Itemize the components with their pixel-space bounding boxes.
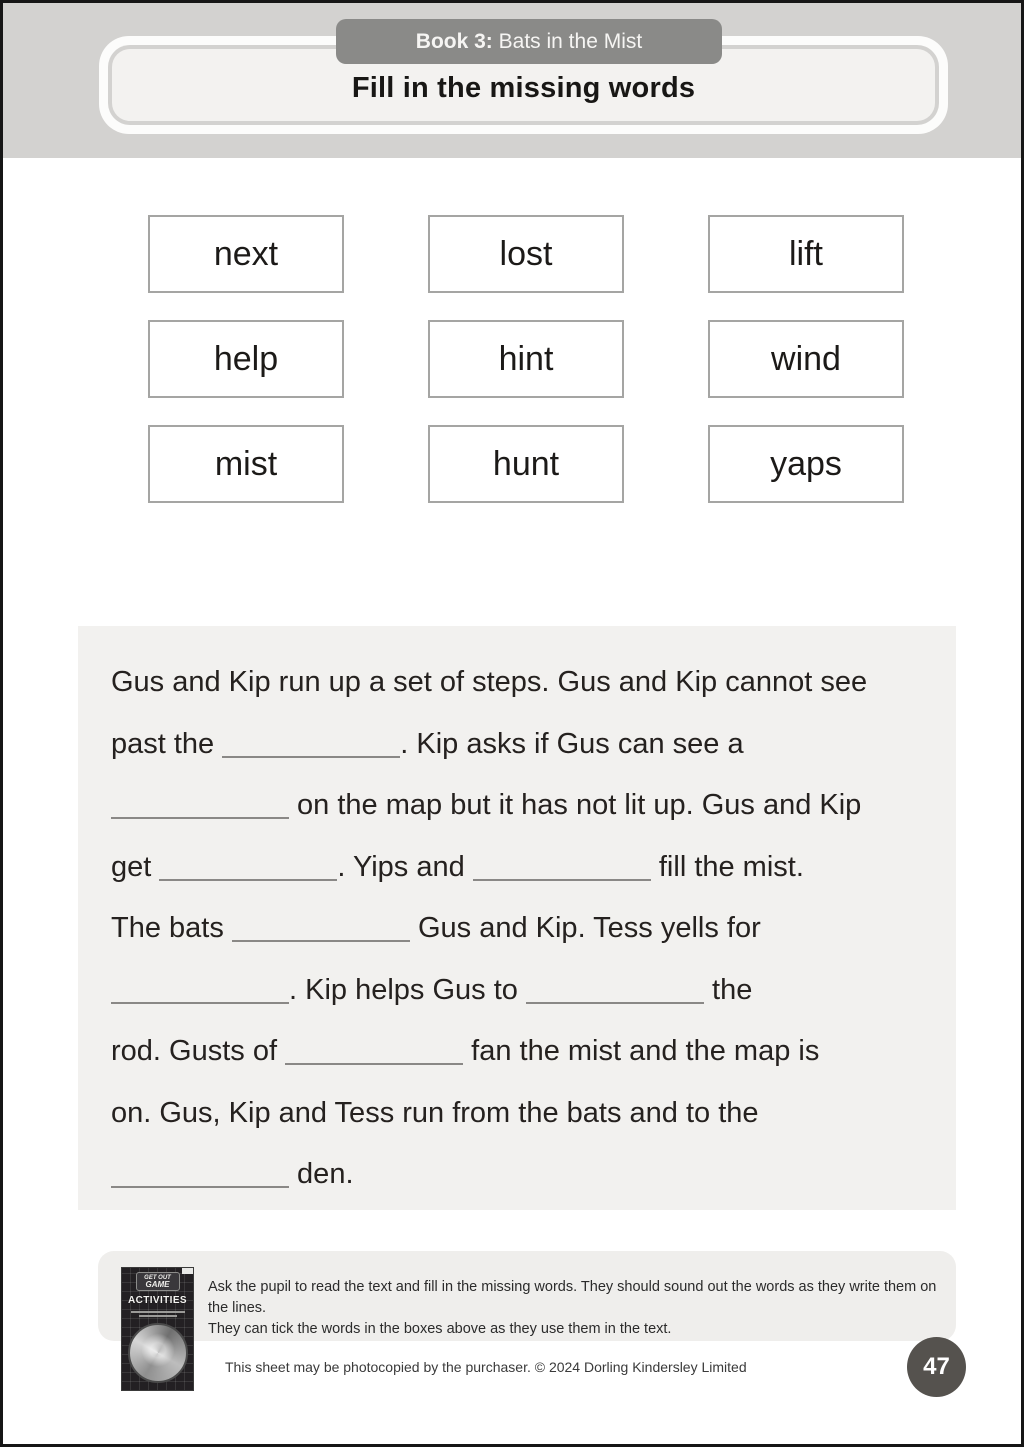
fill-blank[interactable] xyxy=(159,879,337,881)
series-logo-bottom-label: GAME xyxy=(145,1280,170,1289)
fill-blank[interactable] xyxy=(111,1186,289,1188)
fill-blank[interactable] xyxy=(111,817,289,819)
word-box-lift[interactable]: lift xyxy=(708,215,904,293)
word-box-next[interactable]: next xyxy=(148,215,344,293)
cover-subtitle-lines xyxy=(131,1309,185,1319)
book-tab-bold-label: Book 3: xyxy=(415,29,493,53)
cover-title-label: ACTIVITIES xyxy=(127,1295,187,1306)
passage-line xyxy=(111,714,923,776)
page-title: Fill in the missing words xyxy=(351,71,696,104)
passage-text: The bats xyxy=(111,912,232,944)
book-tab xyxy=(336,19,722,64)
fill-blank[interactable] xyxy=(285,1063,463,1065)
passage-text: . Yips and xyxy=(337,850,473,883)
passage-text: rod. Gusts of xyxy=(111,1035,286,1067)
activities-book-cover xyxy=(121,1267,194,1391)
word-box-mist[interactable]: mist xyxy=(148,425,344,503)
passage-text: Gus and Kip. Tess yells for xyxy=(409,912,761,944)
passage-line xyxy=(111,652,923,714)
copyright-text: This sheet may be photocopied by the purchaser. © 2024 Dorling Kindersley Limited xyxy=(225,1359,747,1375)
passage-text: . Kip helps Gus to xyxy=(289,973,526,1006)
word-box-hint[interactable]: hint xyxy=(428,320,624,398)
passage-text: past the xyxy=(111,727,223,760)
fill-blank[interactable] xyxy=(473,879,651,881)
passage-text: . Kip asks if Gus can see a xyxy=(400,727,744,760)
passage-text: fan the mist and the map is xyxy=(463,1035,820,1067)
teacher-instructions xyxy=(208,1277,948,1340)
header-band xyxy=(3,3,1021,158)
teacher-instructions-line1: Ask the pupil to read the text and fill in the missing words. They should sound out the words as they write them on the lines. xyxy=(208,1279,937,1316)
page-number-badge: 47 xyxy=(907,1337,966,1397)
fill-blank[interactable] xyxy=(232,940,410,942)
passage-text: the xyxy=(703,973,753,1006)
word-box-help[interactable]: help xyxy=(148,320,344,398)
passage-panel xyxy=(78,626,956,1210)
word-box-lost[interactable]: lost xyxy=(428,215,624,293)
passage-line xyxy=(111,1144,923,1206)
passage-line xyxy=(111,1083,923,1145)
teacher-instructions-line2: They can tick the words in the boxes above as they use them in the text. xyxy=(208,1321,672,1337)
word-bank xyxy=(148,215,908,503)
passage-line xyxy=(111,1021,923,1083)
word-box-yaps[interactable]: yaps xyxy=(708,425,904,503)
word-box-hunt[interactable]: hunt xyxy=(428,425,624,503)
passage-line xyxy=(111,775,923,837)
fill-blank[interactable] xyxy=(526,1002,704,1004)
series-logo-top-label: GET OUT xyxy=(144,1275,171,1281)
cover-portal-illustration xyxy=(128,1323,188,1383)
passage-line xyxy=(111,898,923,960)
series-logo-badge xyxy=(136,1272,180,1291)
fill-blank[interactable] xyxy=(111,1002,289,1004)
passage-text: den. xyxy=(289,1158,354,1190)
passage-text: Gus and Kip run up a set of steps. Gus and Kip cannot see xyxy=(111,666,868,698)
passage-text: get xyxy=(111,850,160,883)
passage-line xyxy=(111,837,923,899)
word-box-wind[interactable]: wind xyxy=(708,320,904,398)
passage-text: on. Gus, Kip and Tess run from the bats and to the xyxy=(111,1096,759,1129)
passage-text: fill the mist. xyxy=(650,850,804,883)
passage-line xyxy=(111,960,923,1022)
fill-blank[interactable] xyxy=(222,756,400,758)
book-tab-label: Bats in the Mist xyxy=(492,29,643,53)
passage-text: on the map but it has not lit up. Gus and Kip xyxy=(289,789,862,821)
cover-corner-tag xyxy=(182,1268,193,1274)
